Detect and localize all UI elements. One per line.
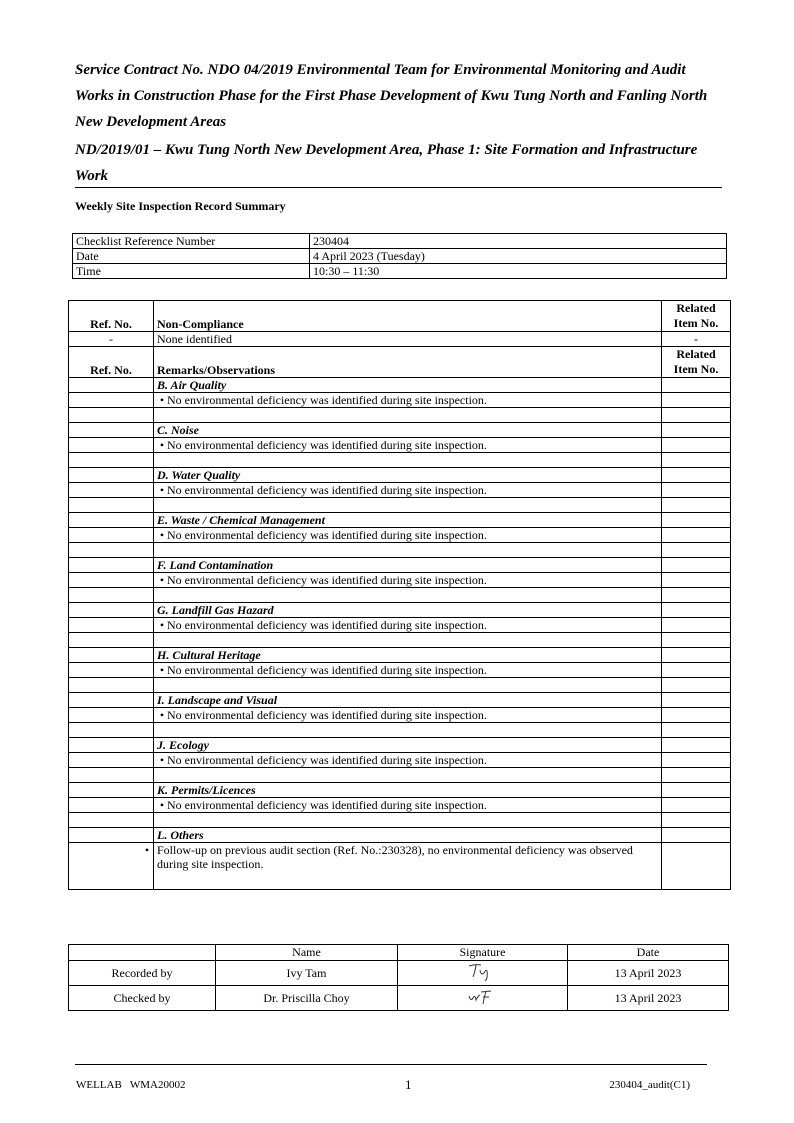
page-number: 1 [405, 1077, 412, 1092]
section-title: K. Permits/Licences [154, 783, 662, 798]
related-item-cell [662, 633, 731, 648]
remark-text: No environmental deficiency was identified during site inspection. [167, 798, 487, 812]
ref-no-cell [69, 843, 154, 890]
related-item-cell [662, 483, 731, 498]
related-item-cell [662, 708, 731, 723]
section-remark-row [69, 663, 731, 678]
remarks-header: Remarks/Observations [154, 347, 662, 378]
section-remark [154, 393, 662, 408]
section-remark-row [69, 573, 731, 588]
section-title: B. Air Quality [154, 378, 662, 393]
signoff-signature-header: Signature [398, 945, 568, 961]
section-remark [154, 663, 662, 678]
section-title-row [69, 828, 731, 843]
related-item-cell [662, 693, 731, 708]
section-title: H. Cultural Heritage [154, 648, 662, 663]
ref-no-cell [69, 813, 154, 828]
section-title: C. Noise [154, 423, 662, 438]
remark-text: No environmental deficiency was identified during site inspection. [167, 393, 487, 407]
signoff-date: 13 April 2023 [568, 986, 729, 1011]
bullet-icon: • [159, 438, 165, 452]
remark-text: No environmental deficiency was identified during site inspection. [167, 708, 487, 722]
remark-text: No environmental deficiency was identified during site inspection. [167, 618, 487, 632]
ref-no-cell [69, 513, 154, 528]
ref-no-cell [69, 633, 154, 648]
related-item-cell [662, 768, 731, 783]
ref-no-cell [69, 798, 154, 813]
info-label: Date [73, 249, 310, 264]
bullet-icon: • [159, 393, 165, 407]
blank-cell [154, 723, 662, 738]
blank-row [69, 408, 731, 423]
bullet-icon: • [159, 618, 165, 632]
ref-no-header: Ref. No. [69, 301, 154, 332]
related-item-cell [662, 723, 731, 738]
bullet-icon: • [159, 528, 165, 542]
ref-no-cell [69, 693, 154, 708]
related-item-cell [662, 753, 731, 768]
section-remark-row [69, 528, 731, 543]
related-item-cell [662, 498, 731, 513]
related-item-cell [662, 603, 731, 618]
remark-text: No environmental deficiency was identified during site inspection. [167, 483, 487, 497]
inspection-table [68, 300, 731, 890]
info-row [73, 234, 727, 249]
blank-row [69, 633, 731, 648]
ref-no-cell [69, 618, 154, 633]
blank-row [69, 453, 731, 468]
ref-no-cell [69, 753, 154, 768]
ref-no-cell [69, 738, 154, 753]
related-item-cell [662, 783, 731, 798]
section-remark [154, 483, 662, 498]
blank-row [69, 543, 731, 558]
related-item-cell [662, 438, 731, 453]
related-item-cell [662, 843, 731, 890]
related-item-cell [662, 408, 731, 423]
signoff-date-header: Date [568, 945, 729, 961]
related-item-cell [662, 573, 731, 588]
ref-no-cell [69, 423, 154, 438]
ref-no-cell [69, 828, 154, 843]
related-item-header: Related Item No. [662, 301, 731, 332]
info-row [73, 264, 727, 279]
section-title: J. Ecology [154, 738, 662, 753]
section-remark [154, 618, 662, 633]
signoff-role-header [69, 945, 216, 961]
handwritten-signature-icon [463, 986, 503, 1006]
section-remark [154, 573, 662, 588]
info-value: 230404 [310, 234, 727, 249]
remark-text: No environmental deficiency was identified during site inspection. [167, 663, 487, 677]
related-item-header: Related Item No. [662, 347, 731, 378]
blank-row [69, 498, 731, 513]
related-item-cell [662, 543, 731, 558]
section-remark-row [69, 753, 731, 768]
blank-row [69, 813, 731, 828]
signoff-name: Ivy Tam [216, 961, 398, 986]
section-remark [154, 438, 662, 453]
section-title-row [69, 603, 731, 618]
section-title-row [69, 783, 731, 798]
checklist-info-table [72, 233, 727, 279]
ref-no-cell [69, 498, 154, 513]
signoff-table [68, 944, 729, 1011]
blank-cell [154, 813, 662, 828]
remark-text: No environmental deficiency was identified during site inspection. [167, 753, 487, 767]
section-remark-row [69, 843, 731, 890]
ref-no-cell [69, 378, 154, 393]
section-title-row [69, 378, 731, 393]
related-item-cell [662, 663, 731, 678]
signoff-header-row [69, 945, 729, 961]
bullet-icon: • [159, 798, 165, 812]
contract-subtitle: ND/2019/01 – Kwu Tung North New Development Area, Phase 1: Site Formation and Infrastructure Work [75, 142, 698, 184]
related-item-cell [662, 393, 731, 408]
section-title-row [69, 648, 731, 663]
blank-cell [154, 453, 662, 468]
related-item-cell [662, 468, 731, 483]
section-remark [154, 753, 662, 768]
related-item-cell [662, 678, 731, 693]
section-remark-row [69, 708, 731, 723]
signoff-row [69, 986, 729, 1011]
blank-cell [154, 543, 662, 558]
noncompliance-cell: None identified [154, 332, 662, 347]
ref-no-cell [69, 678, 154, 693]
header-divider [75, 187, 722, 188]
ref-no-cell [69, 648, 154, 663]
signoff-name: Dr. Priscilla Choy [216, 986, 398, 1011]
section-remark-row [69, 483, 731, 498]
ref-no-header: Ref. No. [69, 347, 154, 378]
ref-no-cell [69, 468, 154, 483]
section-title-row [69, 693, 731, 708]
info-value: 4 April 2023 (Tuesday) [310, 249, 727, 264]
related-item-cell [662, 738, 731, 753]
blank-row [69, 723, 731, 738]
ref-no-cell [69, 663, 154, 678]
ref-no-cell [69, 393, 154, 408]
ref-no-cell [69, 573, 154, 588]
related-item-cell [662, 618, 731, 633]
section-remark [154, 708, 662, 723]
ref-no-cell [69, 408, 154, 423]
blank-cell [154, 498, 662, 513]
section-title-row [69, 558, 731, 573]
related-item-cell [662, 648, 731, 663]
related-item-cell [662, 828, 731, 843]
section-remark-row [69, 618, 731, 633]
info-label: Time [73, 264, 310, 279]
section-remark-row [69, 798, 731, 813]
ref-no-cell [69, 603, 154, 618]
blank-cell [154, 588, 662, 603]
related-item-cell [662, 588, 731, 603]
remark-text: No environmental deficiency was identified during site inspection. [167, 438, 487, 452]
ref-no-cell [69, 453, 154, 468]
section-remark [154, 528, 662, 543]
section-remark-row [69, 438, 731, 453]
related-item-cell [662, 528, 731, 543]
ref-no-cell [69, 558, 154, 573]
noncompliance-header-row [69, 301, 731, 332]
blank-row [69, 768, 731, 783]
related-item-cell [662, 513, 731, 528]
info-label: Checklist Reference Number [73, 234, 310, 249]
section-title: I. Landscape and Visual [154, 693, 662, 708]
ref-no-cell [69, 783, 154, 798]
related-item-cell [662, 423, 731, 438]
bullet-icon: • [144, 843, 150, 857]
document-title: Service Contract No. NDO 04/2019 Environmental Team for Environmental Monitoring and Audit Works in Construction Phase for the First Phase Development of Kwu Tung North and Fanling North New Development Areas [75, 62, 708, 130]
ref-no-cell [69, 588, 154, 603]
remarks-header-row [69, 347, 731, 378]
ref-no-cell [69, 708, 154, 723]
signoff-role: Recorded by [69, 961, 216, 986]
signoff-role: Checked by [69, 986, 216, 1011]
record-summary-heading: Weekly Site Inspection Record Summary [75, 199, 286, 213]
blank-row [69, 588, 731, 603]
remark-text: No environmental deficiency was identified during site inspection. [167, 528, 487, 542]
related-item-cell [662, 558, 731, 573]
related-item-cell [662, 813, 731, 828]
section-title-row [69, 738, 731, 753]
ref-no-cell [69, 438, 154, 453]
ref-no-cell [69, 768, 154, 783]
signoff-signature [398, 986, 568, 1011]
bullet-icon: • [159, 663, 165, 677]
ref-no-cell [69, 723, 154, 738]
footer-left: WELLAB WMA20002 [76, 1079, 186, 1091]
blank-cell [154, 768, 662, 783]
signoff-signature [398, 961, 568, 986]
bullet-icon: • [159, 573, 165, 587]
footer-right: 230404_audit(C1) [609, 1079, 690, 1091]
noncompliance-header: Non-Compliance [154, 301, 662, 332]
blank-cell [154, 633, 662, 648]
ref-no-cell [69, 528, 154, 543]
signoff-row [69, 961, 729, 986]
ref-no-cell [69, 483, 154, 498]
section-title-row [69, 423, 731, 438]
section-title: L. Others [154, 828, 662, 843]
ref-no-cell: - [69, 332, 154, 347]
section-title: F. Land Contamination [154, 558, 662, 573]
info-row [73, 249, 727, 264]
bullet-icon: • [159, 483, 165, 497]
related-item-cell: - [662, 332, 731, 347]
section-title: E. Waste / Chemical Management [154, 513, 662, 528]
remark-text: No environmental deficiency was identified during site inspection. [167, 573, 487, 587]
blank-cell [154, 408, 662, 423]
section-remark-row [69, 393, 731, 408]
info-value: 10:30 – 11:30 [310, 264, 727, 279]
section-title-row [69, 468, 731, 483]
section-remark [154, 798, 662, 813]
section-title-row [69, 513, 731, 528]
related-item-cell [662, 378, 731, 393]
section-title: G. Landfill Gas Hazard [154, 603, 662, 618]
bullet-icon: • [159, 708, 165, 722]
remark-text: Follow-up on previous audit section (Ref. No.:230328), no environmental deficiency was observed during site inspection. [157, 843, 633, 871]
signoff-date: 13 April 2023 [568, 961, 729, 986]
bullet-icon: • [159, 753, 165, 767]
related-item-cell [662, 453, 731, 468]
handwritten-signature-icon [463, 961, 503, 981]
blank-row [69, 678, 731, 693]
section-remark [144, 843, 662, 890]
section-title: D. Water Quality [154, 468, 662, 483]
footer-divider [75, 1064, 707, 1065]
ref-no-cell [69, 543, 154, 558]
signoff-name-header: Name [216, 945, 398, 961]
related-item-cell [662, 798, 731, 813]
noncompliance-row [69, 332, 731, 347]
blank-cell [154, 678, 662, 693]
